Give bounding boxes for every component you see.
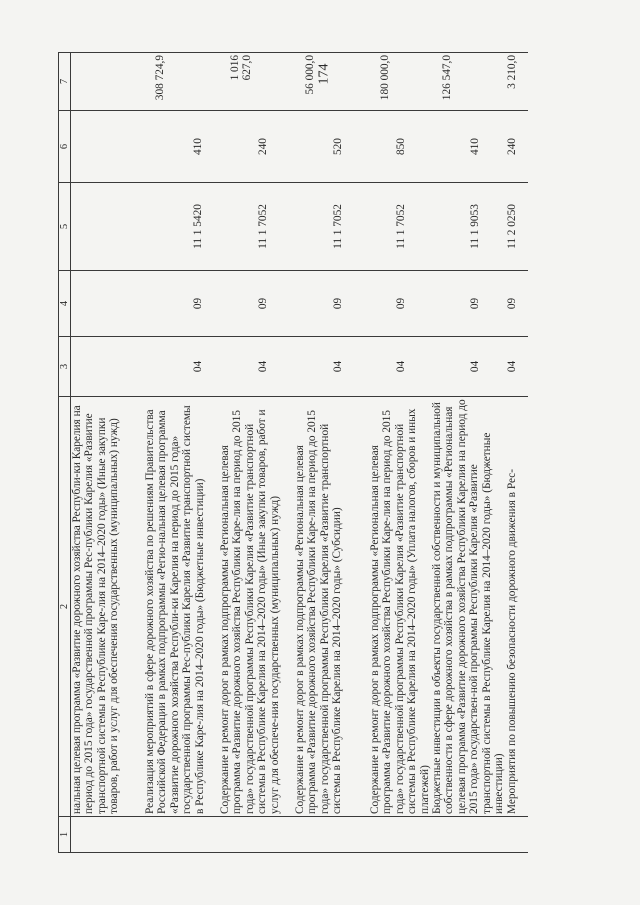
target-article-value: 11 1 5420 [192,204,204,249]
section-code-value: 04 [395,360,407,373]
target-article-code [71,183,145,271]
row-description [369,397,431,817]
page-number: 174 [316,63,332,85]
target-article-value: 11 1 9053 [469,204,482,249]
table-row [71,53,145,853]
header-col-3: 3 [59,337,71,397]
amount-cell [294,53,369,111]
expense-type-code [369,111,431,183]
row-description [219,397,294,817]
target-article-value: 11 2 0250 [506,204,519,249]
table-row [219,53,294,853]
amount-cell [219,53,294,111]
expense-type-value: 410 [192,138,204,155]
amount-value: 56 000,0 [304,55,316,95]
expense-type-code [219,111,294,183]
header-row [59,53,71,853]
table-row [294,53,369,853]
subsection-code [144,271,219,337]
description-text: Содержание и ремонт дорог в рамках подпрограммы «Региональная целевая программа «Развитие дорожного хозяйства Республики Каре-лия на период до 2015 года» государственной программы Республики Карелия «Развитие транспортной системы в Республике Карелия на 2014–2020 годы» (Уплата налогов, сборов и иных платежей) [369,408,431,814]
amount-cell [71,53,145,111]
expense-type-value: 410 [469,138,482,155]
subsection-code [294,271,369,337]
row-description [431,397,506,817]
subsection-code-value: 09 [506,297,519,310]
amount-cell [369,53,431,111]
expense-type-code [431,111,506,183]
amount-value: 126 547,0 [441,55,454,101]
section-code [219,337,294,397]
description-text: нальная целевая программа «Развитие дорожного хозяйства Республи-ки Карелия на период до 2015 года» государственной программы Рес-публики Карелия «Развитие транспортной системы в Республике Каре-лия на 2014–2020 годы» (Иные закупки товаров, работ и услуг для обеспечения государственных (муниципальных) нужд) [71,405,121,814]
header-col-5: 5 [59,183,71,271]
section-code-value [71,339,121,394]
description-text: Реализация мероприятий в сфере дорожного хозяйства по решениям Правительства Российской Федерации в рамках подпрограммы «Регио-нальная целевая программа «Развитие дорожного хозяйства Республи-ки Карелия на период до 2015 года» государственной программы Рес-публики Карелия «Развитие транспортной системы в Республике Каре-лия на 2014–2020 годы» (Бюджетные инвестиции) [144,405,206,814]
amount-cell [144,53,219,111]
subsection-code-value: 09 [192,297,204,310]
expense-type-code [71,111,145,183]
subsection-code-value: 09 [395,297,407,310]
amount-cell [506,53,528,111]
target-article-code [506,183,528,271]
target-article-value: 11 1 7052 [257,204,269,249]
section-code [144,337,219,397]
subsection-code-value: 09 [469,297,482,310]
subsection-code [431,271,506,337]
row-description [71,397,145,817]
subsection-code [71,271,145,337]
section-code-value: 04 [469,360,482,373]
row-number-cell [431,817,506,853]
rotated-table-container [58,53,638,853]
subsection-code-value [71,273,121,334]
row-number-cell [144,817,219,853]
section-code-value: 04 [332,360,344,373]
row-number-cell [219,817,294,853]
section-code-value: 04 [192,360,204,373]
row-description [506,397,528,817]
target-article-code [294,183,369,271]
section-code [506,337,528,397]
section-code [294,337,369,397]
amount-value: 3 210,0 [506,55,519,89]
section-code [431,337,506,397]
target-article-value: 11 1 7052 [395,204,407,249]
description-text: Бюджетные инвестиции в объекты государственной собственности и муниципальной собственности в сфере дорожного хозяйства в рамках подпрограммы «Региональная целевая программа «Развитие дорожного хозяйства Республики Карелия на период до 2015 года» государствен-ной программы Республики Карелия «Развитие транспортной системы в Республике Карелия на 2014–2020 годы» (Бюджетные инвестиции) [431,399,506,814]
amount-value [71,55,81,108]
expense-type-value: 850 [395,138,407,155]
table-row [506,53,528,853]
section-code [71,337,145,397]
table-row [144,53,219,853]
row-description [294,397,369,817]
table-row [431,53,506,853]
subsection-code-value: 09 [332,297,344,310]
expense-type-value [71,113,121,180]
section-code-value: 04 [506,360,519,373]
section-code-value: 04 [257,360,269,373]
header-col-6: 6 [59,111,71,183]
amount-value: 308 724,9 [154,55,166,101]
amount-cell [431,53,506,111]
target-article-value [71,185,121,268]
table-row [369,53,431,853]
target-article-code [144,183,219,271]
budget-table [58,52,528,853]
subsection-code [506,271,528,337]
description-text: Мероприятия по повышению безопасности дорожного движения в Рес- [506,468,519,814]
section-code [369,337,431,397]
amount-value: 180 000,0 [379,55,391,101]
row-number-cell [71,817,145,853]
header-col-7: 7 [59,53,71,111]
subsection-code-value: 09 [257,297,269,310]
header-col-1: 1 [59,817,71,853]
description-text: Содержание и ремонт дорог в рамках подпрограммы «Региональная целевая программа «Развитие дорожного хозяйства Республики Каре-лия на период до 2015 года» государственной программы Республики Карелия «Развитие транспортной системы в Республике Карелия на 2014–2020 годы» (Субсидии) [294,410,344,814]
description-text: Содержание и ремонт дорог в рамках подпрограммы «Региональная целевая программа «Развитие дорожного хозяйства Республики Каре-лия на период до 2015 года» государственной программы Республики Карелия «Развитие транспортной системы в Республике Карелия на 2014–2020 годы» (Иные закупки товаров, работ и услуг для обеспече-ния государственных (муниципальных) нужд) [219,409,281,814]
expense-type-value: 240 [257,138,269,155]
expense-type-value: 240 [506,138,519,155]
subsection-code [369,271,431,337]
row-number-cell [294,817,369,853]
row-number-cell [506,817,528,853]
target-article-code [219,183,294,271]
row-description [144,397,219,817]
header-col-2: 2 [59,397,71,817]
amount-value: 1 016 627,0 [229,55,254,81]
target-article-code [431,183,506,271]
subsection-code [219,271,294,337]
target-article-code [369,183,431,271]
expense-type-code [506,111,528,183]
expense-type-code [294,111,369,183]
expense-type-code [144,111,219,183]
expense-type-value: 520 [332,138,344,155]
header-col-4: 4 [59,271,71,337]
target-article-value: 11 1 7052 [332,204,344,249]
row-number-cell [369,817,431,853]
